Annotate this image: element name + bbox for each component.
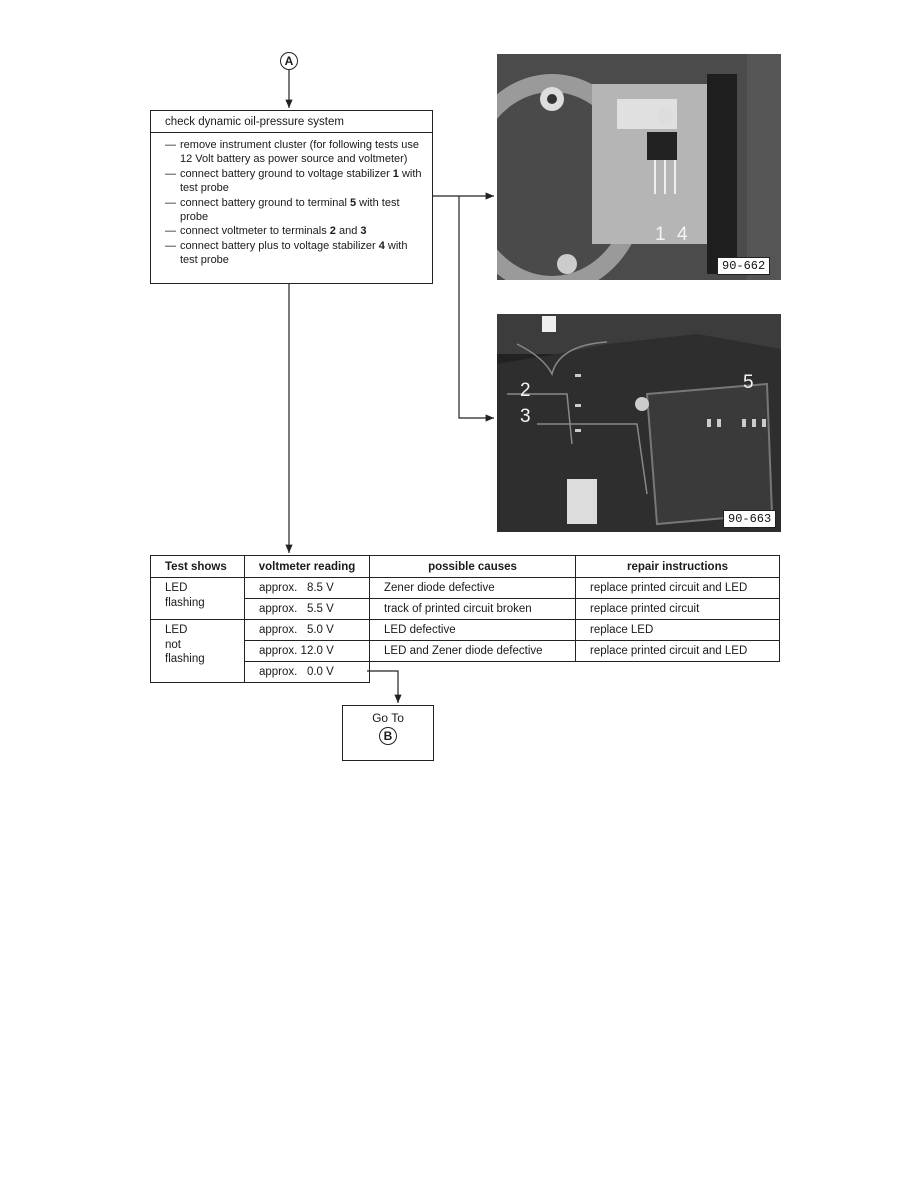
table-row (151, 620, 780, 641)
photo-printed-circuit (497, 314, 781, 532)
results-table (150, 555, 780, 683)
cell-cause: track of printed circuit broken (370, 599, 576, 620)
cell-cause: LED and Zener diode defective (370, 641, 576, 662)
callout-5: 5 (743, 372, 754, 393)
check-title: check dynamic oil-pressure system (151, 111, 432, 133)
cell-repair: replace LED (576, 620, 780, 641)
goto-label: Go To (372, 711, 404, 725)
callout-2: 2 (520, 380, 531, 401)
callout-3: 3 (520, 406, 531, 427)
table-row (151, 662, 780, 683)
cell-reading: approx. 8.5 V (245, 578, 370, 599)
table-header-row (151, 556, 780, 578)
connector-b-marker: B (379, 727, 397, 745)
header-test-shows: Test shows (151, 556, 245, 578)
cell-cause: LED defective (370, 620, 576, 641)
cell-reading: approx. 0.0 V (245, 662, 370, 683)
cell-repair: replace printed circuit (576, 599, 780, 620)
check-procedure-box (150, 110, 433, 284)
photo-printed-circuit-image (497, 314, 781, 532)
table-row (151, 641, 780, 662)
photo-label-bottom: 90-663 (723, 510, 776, 528)
callout-1: 1 (655, 224, 666, 245)
photo-voltage-stabilizer-image (497, 54, 781, 280)
photo-voltage-stabilizer (497, 54, 781, 280)
table-row (151, 599, 780, 620)
arrow-check-to-photo-bottom (459, 196, 494, 418)
callout-4: 4 (677, 224, 688, 245)
cell-repair: replace printed circuit and LED (576, 641, 780, 662)
empty-cell (576, 662, 780, 683)
cell-reading: approx. 5.5 V (245, 599, 370, 620)
group-led-not-flashing: LED not flashing (151, 620, 245, 683)
empty-cell (370, 662, 576, 683)
header-repair-instructions: repair instructions (576, 556, 780, 578)
cell-reading: approx. 12.0 V (245, 641, 370, 662)
table-row (151, 578, 780, 599)
cell-reading: approx. 5.0 V (245, 620, 370, 641)
step-item: — connect battery plus to voltage stabilizer 4 with test probe (165, 239, 408, 267)
step-item: — remove instrument cluster (for following tests use 12 Volt battery as power source and voltmeter) (165, 139, 420, 166)
step-item: — connect battery ground to voltage stabilizer 1 with test probe (165, 167, 422, 195)
cell-repair: replace printed circuit and LED (576, 578, 780, 599)
step-item: — connect battery ground to terminal 5 with test probe (165, 196, 400, 224)
header-possible-causes: possible causes (370, 556, 576, 578)
cell-cause: Zener diode defective (370, 578, 576, 599)
goto-box (342, 705, 434, 761)
header-voltmeter-reading: voltmeter reading (245, 556, 370, 578)
procedure-steps (151, 133, 432, 268)
photo-label-top: 90-662 (717, 257, 770, 275)
connector-a-marker: A (280, 52, 298, 70)
group-led-flashing: LED flashing (151, 578, 245, 620)
step-item: — connect voltmeter to terminals 2 and 3 (165, 225, 367, 238)
